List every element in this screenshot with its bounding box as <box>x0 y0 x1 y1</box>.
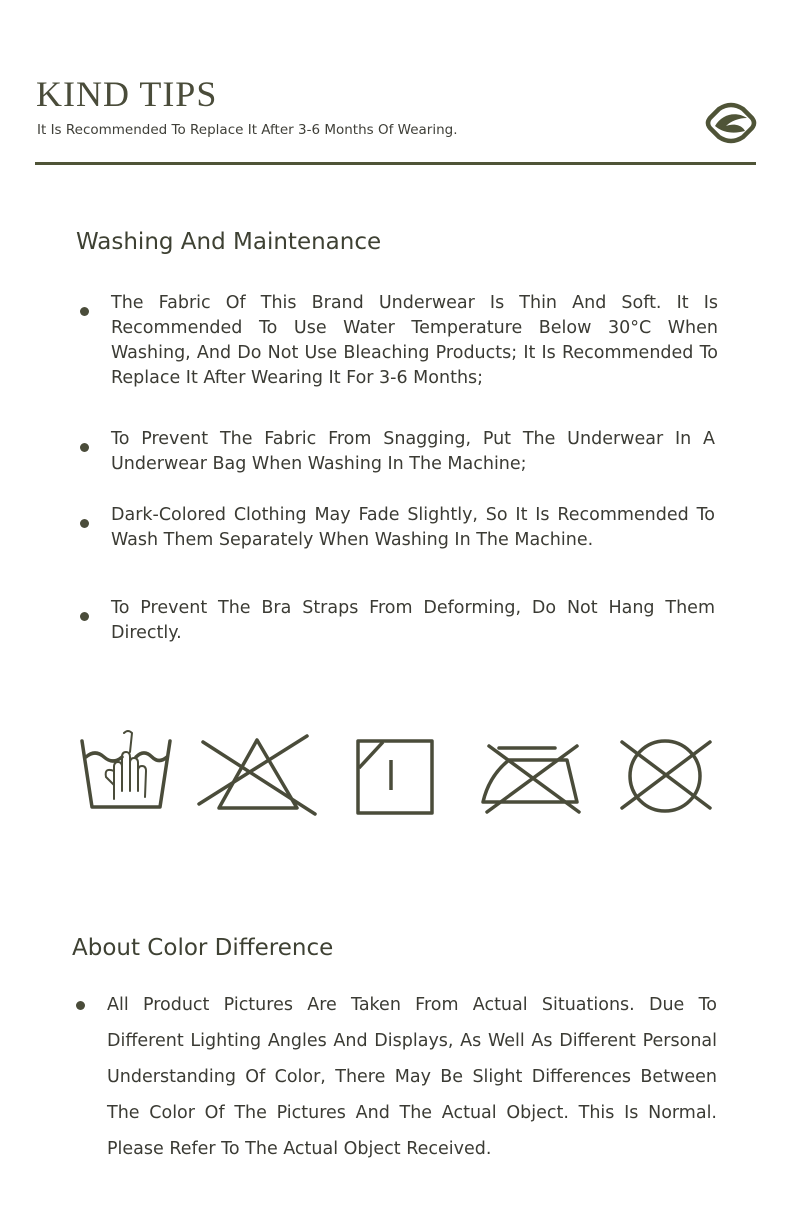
bullet <box>76 1001 85 1010</box>
do-not-iron-icon <box>479 738 583 816</box>
bullet <box>80 307 89 316</box>
leaf-badge-icon <box>704 96 758 150</box>
page-title: KIND TIPS <box>36 74 218 114</box>
list-item: Dark-Colored Clothing May Fade Slightly, So It Is Recommended To Wash Them Separately When Washing In The Machine. <box>111 505 715 550</box>
hand-wash-icon <box>78 727 174 811</box>
list-item: To Prevent The Bra Straps From Deforming, Do Not Hang Them Directly. <box>111 598 715 643</box>
header-divider <box>35 162 756 165</box>
do-not-dry-clean-icon <box>618 736 712 816</box>
washing-section-title: Washing And Maintenance <box>76 229 382 255</box>
color-section-title: About Color Difference <box>72 935 334 961</box>
do-not-bleach-icon <box>195 732 319 816</box>
list-item: All Product Pictures Are Taken From Actual Situations. Due To Different Lighting Angles And Displays, As Well As Different Personal Understanding Of Color, There May Be Slight Differences Between The Color Of The Pictures And The Actual Object. This Is Normal. Please Refer To The Actual Object Received. <box>107 995 717 1159</box>
list-item: The Fabric Of This Brand Underwear Is Thin And Soft. It Is Recommended To Use Water Temperature Below 30°C When Washing, And Do Not Use Bleaching Products; It Is Recommended To Replace It After Wearing It For 3-6 Months; <box>111 293 718 388</box>
page-subtitle: It Is Recommended To Replace It After 3-6 Months Of Wearing. <box>37 122 458 138</box>
bullet <box>80 443 89 452</box>
list-item: To Prevent The Fabric From Snagging, Put The Underwear In A Underwear Bag When Washing In The Machine; <box>111 429 715 474</box>
drip-dry-icon <box>355 738 435 816</box>
bullet <box>80 612 89 621</box>
bullet <box>80 519 89 528</box>
